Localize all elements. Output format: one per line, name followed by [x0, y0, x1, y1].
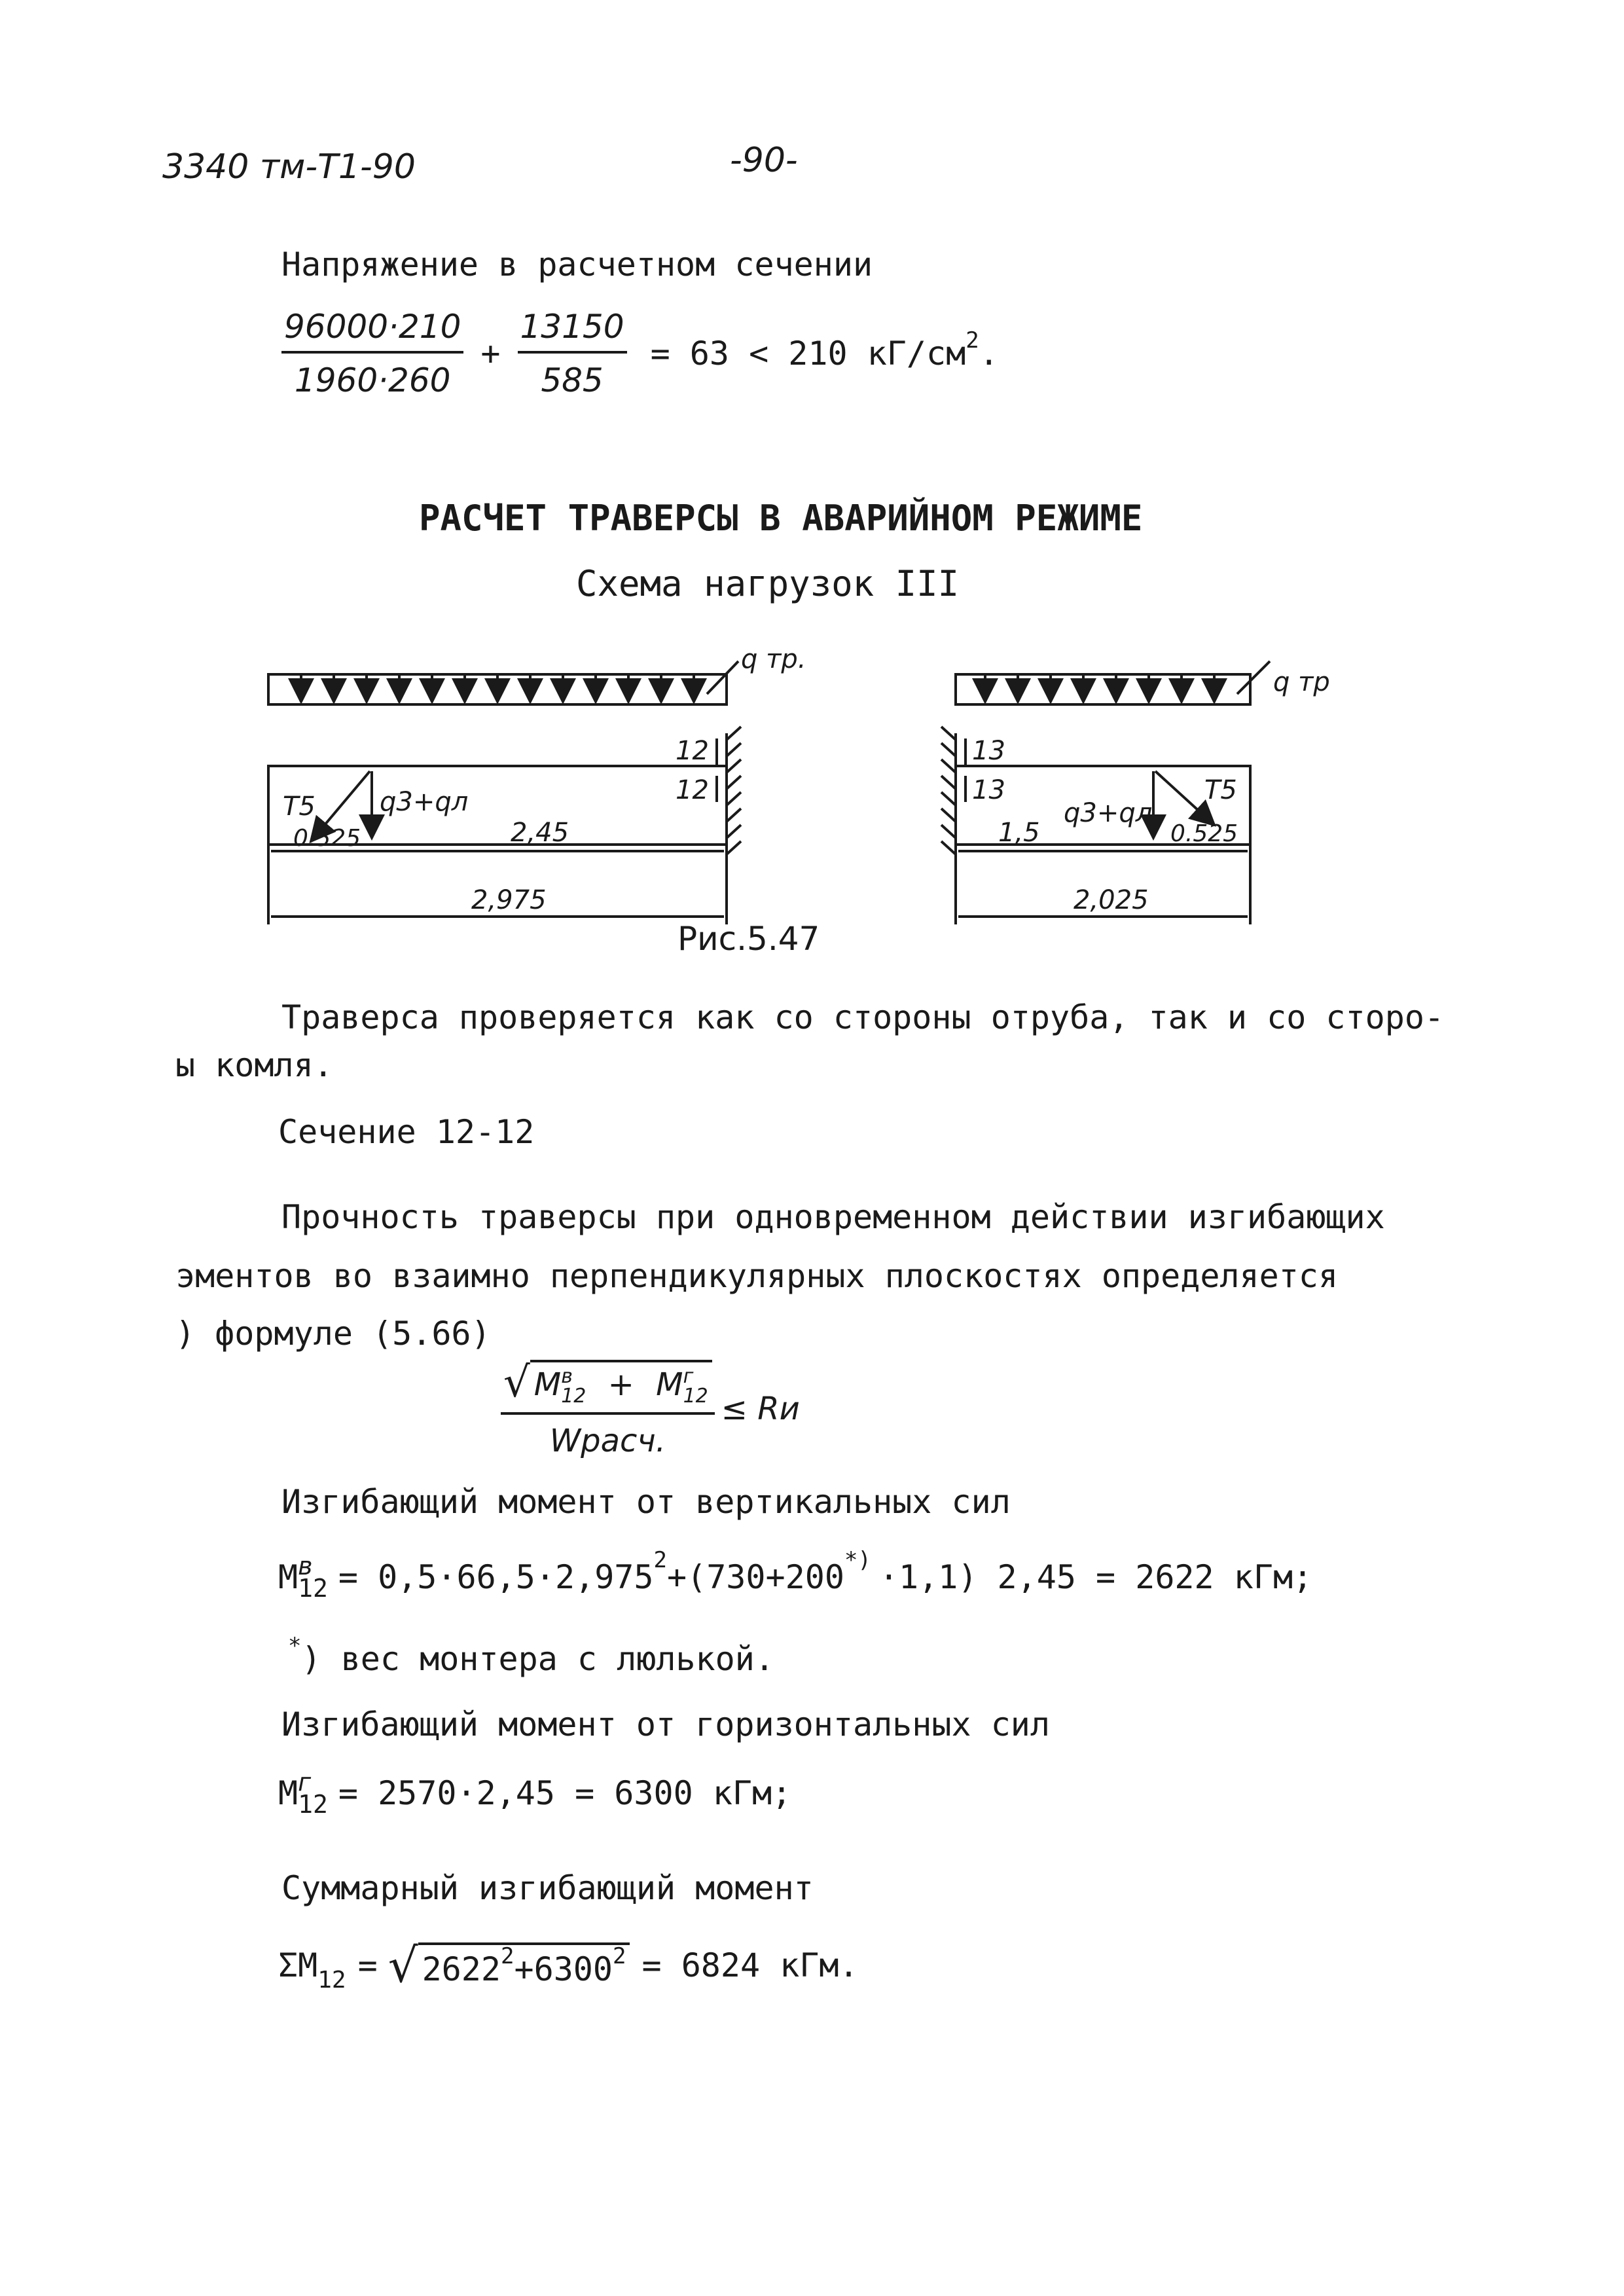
horizontal-moment-sub: 12: [298, 1790, 328, 1819]
strength-formula: [501, 1358, 800, 1459]
sum-rad-exp-1: 2: [501, 1943, 514, 1969]
vertical-moment-sub: 12: [298, 1574, 328, 1603]
sum-moment-sub: 12: [317, 1966, 346, 1994]
horizontal-moment-formula: [278, 1768, 792, 1819]
left-dim-mid: 2,45: [511, 818, 569, 848]
right-dim-total: 2,025: [1074, 885, 1149, 915]
stress-label: Напряжение в расчетном сечении: [281, 246, 873, 283]
load-scheme-figure: [249, 642, 1375, 962]
paragraph-2-line-2: эментов во взаимно перпендикулярных плоскостях определяется: [175, 1257, 1339, 1295]
sum-rad-exp-2: 2: [613, 1943, 626, 1969]
stress-plus: +: [480, 335, 501, 373]
stress-result-end: .: [979, 335, 999, 373]
left-force-q-label: q3+qл: [380, 787, 469, 817]
left-load-leader: [707, 661, 738, 694]
vertical-moment-symbol: M: [278, 1558, 298, 1597]
left-load-label: q тр.: [741, 644, 806, 674]
moment-h-sup: г: [683, 1364, 694, 1388]
vertical-moment-star: *): [844, 1547, 871, 1574]
scheme-title: Схема нагрузок III: [576, 563, 960, 604]
vertical-moment-expr-a: = 0,5·66,5·2,975: [338, 1558, 654, 1597]
sum-moment-formula: [278, 1938, 859, 1993]
right-dim-right: 0.525: [1170, 820, 1238, 847]
stress-result-text: = 63 < 210 кГ/см: [650, 335, 966, 373]
left-support-label-bottom: 12: [676, 775, 709, 805]
moment-v-sub: 12: [561, 1384, 586, 1408]
vertical-moment-sup: в: [298, 1552, 313, 1580]
stress-fraction-2: [518, 308, 627, 399]
left-support-label-top: 12: [676, 736, 709, 766]
right-load-bar: [956, 674, 1250, 704]
page-number: -90-: [730, 141, 798, 180]
moment-v-sup: в: [561, 1364, 573, 1388]
document-code: 3340 тм-Т1-90: [162, 147, 416, 187]
footnote: [288, 1633, 774, 1678]
left-dim-small: 0.525: [293, 825, 361, 852]
right-force-t-label: T5: [1204, 775, 1237, 805]
right-load-label: q тр: [1273, 667, 1330, 697]
vertical-moment-expr-c: ·1,1) 2,45 = 2622 кГм;: [878, 1558, 1313, 1597]
left-dim-total: 2,975: [471, 885, 547, 915]
stress-frac1-numerator: 96000·210: [281, 308, 463, 354]
sum-moment-symbol: ΣM: [278, 1946, 318, 1984]
paragraph-2-line-1: Прочность траверсы при одновременном действии изгибающих: [281, 1198, 1385, 1236]
paragraph-1-line-1: Траверса проверяется как со стороны отруба, так и со сторо-: [281, 998, 1445, 1036]
footnote-star: *: [288, 1633, 302, 1659]
right-support-label-top: 13: [972, 736, 1005, 766]
sqrt-symbol: √: [503, 1358, 530, 1407]
strength-fraction: [501, 1358, 715, 1459]
vertical-moment-label: Изгибающий момент от вертикальных сил: [281, 1483, 1011, 1521]
sum-rad-b: +6300: [514, 1950, 613, 1988]
footnote-text: ) вес монтера с люлькой.: [301, 1640, 774, 1678]
stress-fraction-1: [281, 308, 463, 399]
moment-h-sub: 12: [683, 1384, 708, 1408]
vertical-moment-exp: 2: [653, 1547, 667, 1574]
right-load-leader: [1237, 661, 1270, 694]
sum-rad-a: 2622: [422, 1950, 501, 1988]
paragraph-1-line-2: ы комля.: [175, 1046, 333, 1084]
sum-moment-label: Суммарный изгибающий момент: [281, 1869, 814, 1907]
paragraph-2-line-3: ) формуле (5.66): [175, 1315, 491, 1353]
stress-frac2-numerator: 13150: [518, 308, 627, 354]
stress-formula: [281, 308, 999, 399]
formula-plus: +: [607, 1366, 634, 1403]
horizontal-moment-label: Изгибающий момент от горизонтальных сил: [281, 1705, 1050, 1743]
right-load-arrows: [985, 676, 1214, 702]
left-load-arrows: [301, 676, 694, 702]
right-support-label-bottom: 13: [972, 775, 1005, 805]
moment-v-symbol: M: [533, 1366, 562, 1403]
stress-result-exponent: 2: [965, 327, 979, 354]
sum-moment-result: = 6824 кГм.: [641, 1946, 859, 1984]
stress-result: [650, 327, 999, 373]
sum-moment-eq: =: [357, 1946, 378, 1984]
left-fixed-support: [717, 727, 741, 858]
strength-rhs: ≤ Rи: [721, 1391, 800, 1427]
right-force-q-label: q3+qл: [1064, 798, 1153, 828]
stress-frac1-denominator: 1960·260: [294, 361, 451, 399]
moment-h-symbol: M: [656, 1366, 683, 1403]
right-dim-small: 1,5: [998, 818, 1040, 848]
horizontal-moment-expr: = 2570·2,45 = 6300 кГм;: [338, 1774, 792, 1813]
figure-caption: Рис.5.47: [677, 920, 820, 958]
vertical-moment-formula: [278, 1547, 1313, 1603]
sum-sqrt-radicand: [418, 1942, 630, 1988]
strength-numerator: [501, 1358, 715, 1415]
sqrt-radicand: [530, 1360, 712, 1406]
stress-frac2-denominator: 585: [541, 361, 604, 399]
section-name: Сечение 12-12: [278, 1113, 535, 1151]
horizontal-moment-symbol: M: [278, 1774, 298, 1813]
sum-sqrt-symbol: √: [388, 1938, 418, 1993]
section-title: РАСЧЕТ ТРАВЕРСЫ В АВАРИЙНОМ РЕЖИМЕ: [419, 498, 1143, 539]
left-force-t-label: T5: [283, 792, 316, 822]
right-fixed-support: [941, 727, 965, 858]
strength-denominator: Wрасч.: [549, 1423, 666, 1459]
vertical-moment-expr-b: +(730+200: [667, 1558, 844, 1597]
horizontal-moment-sup: г: [298, 1768, 312, 1796]
